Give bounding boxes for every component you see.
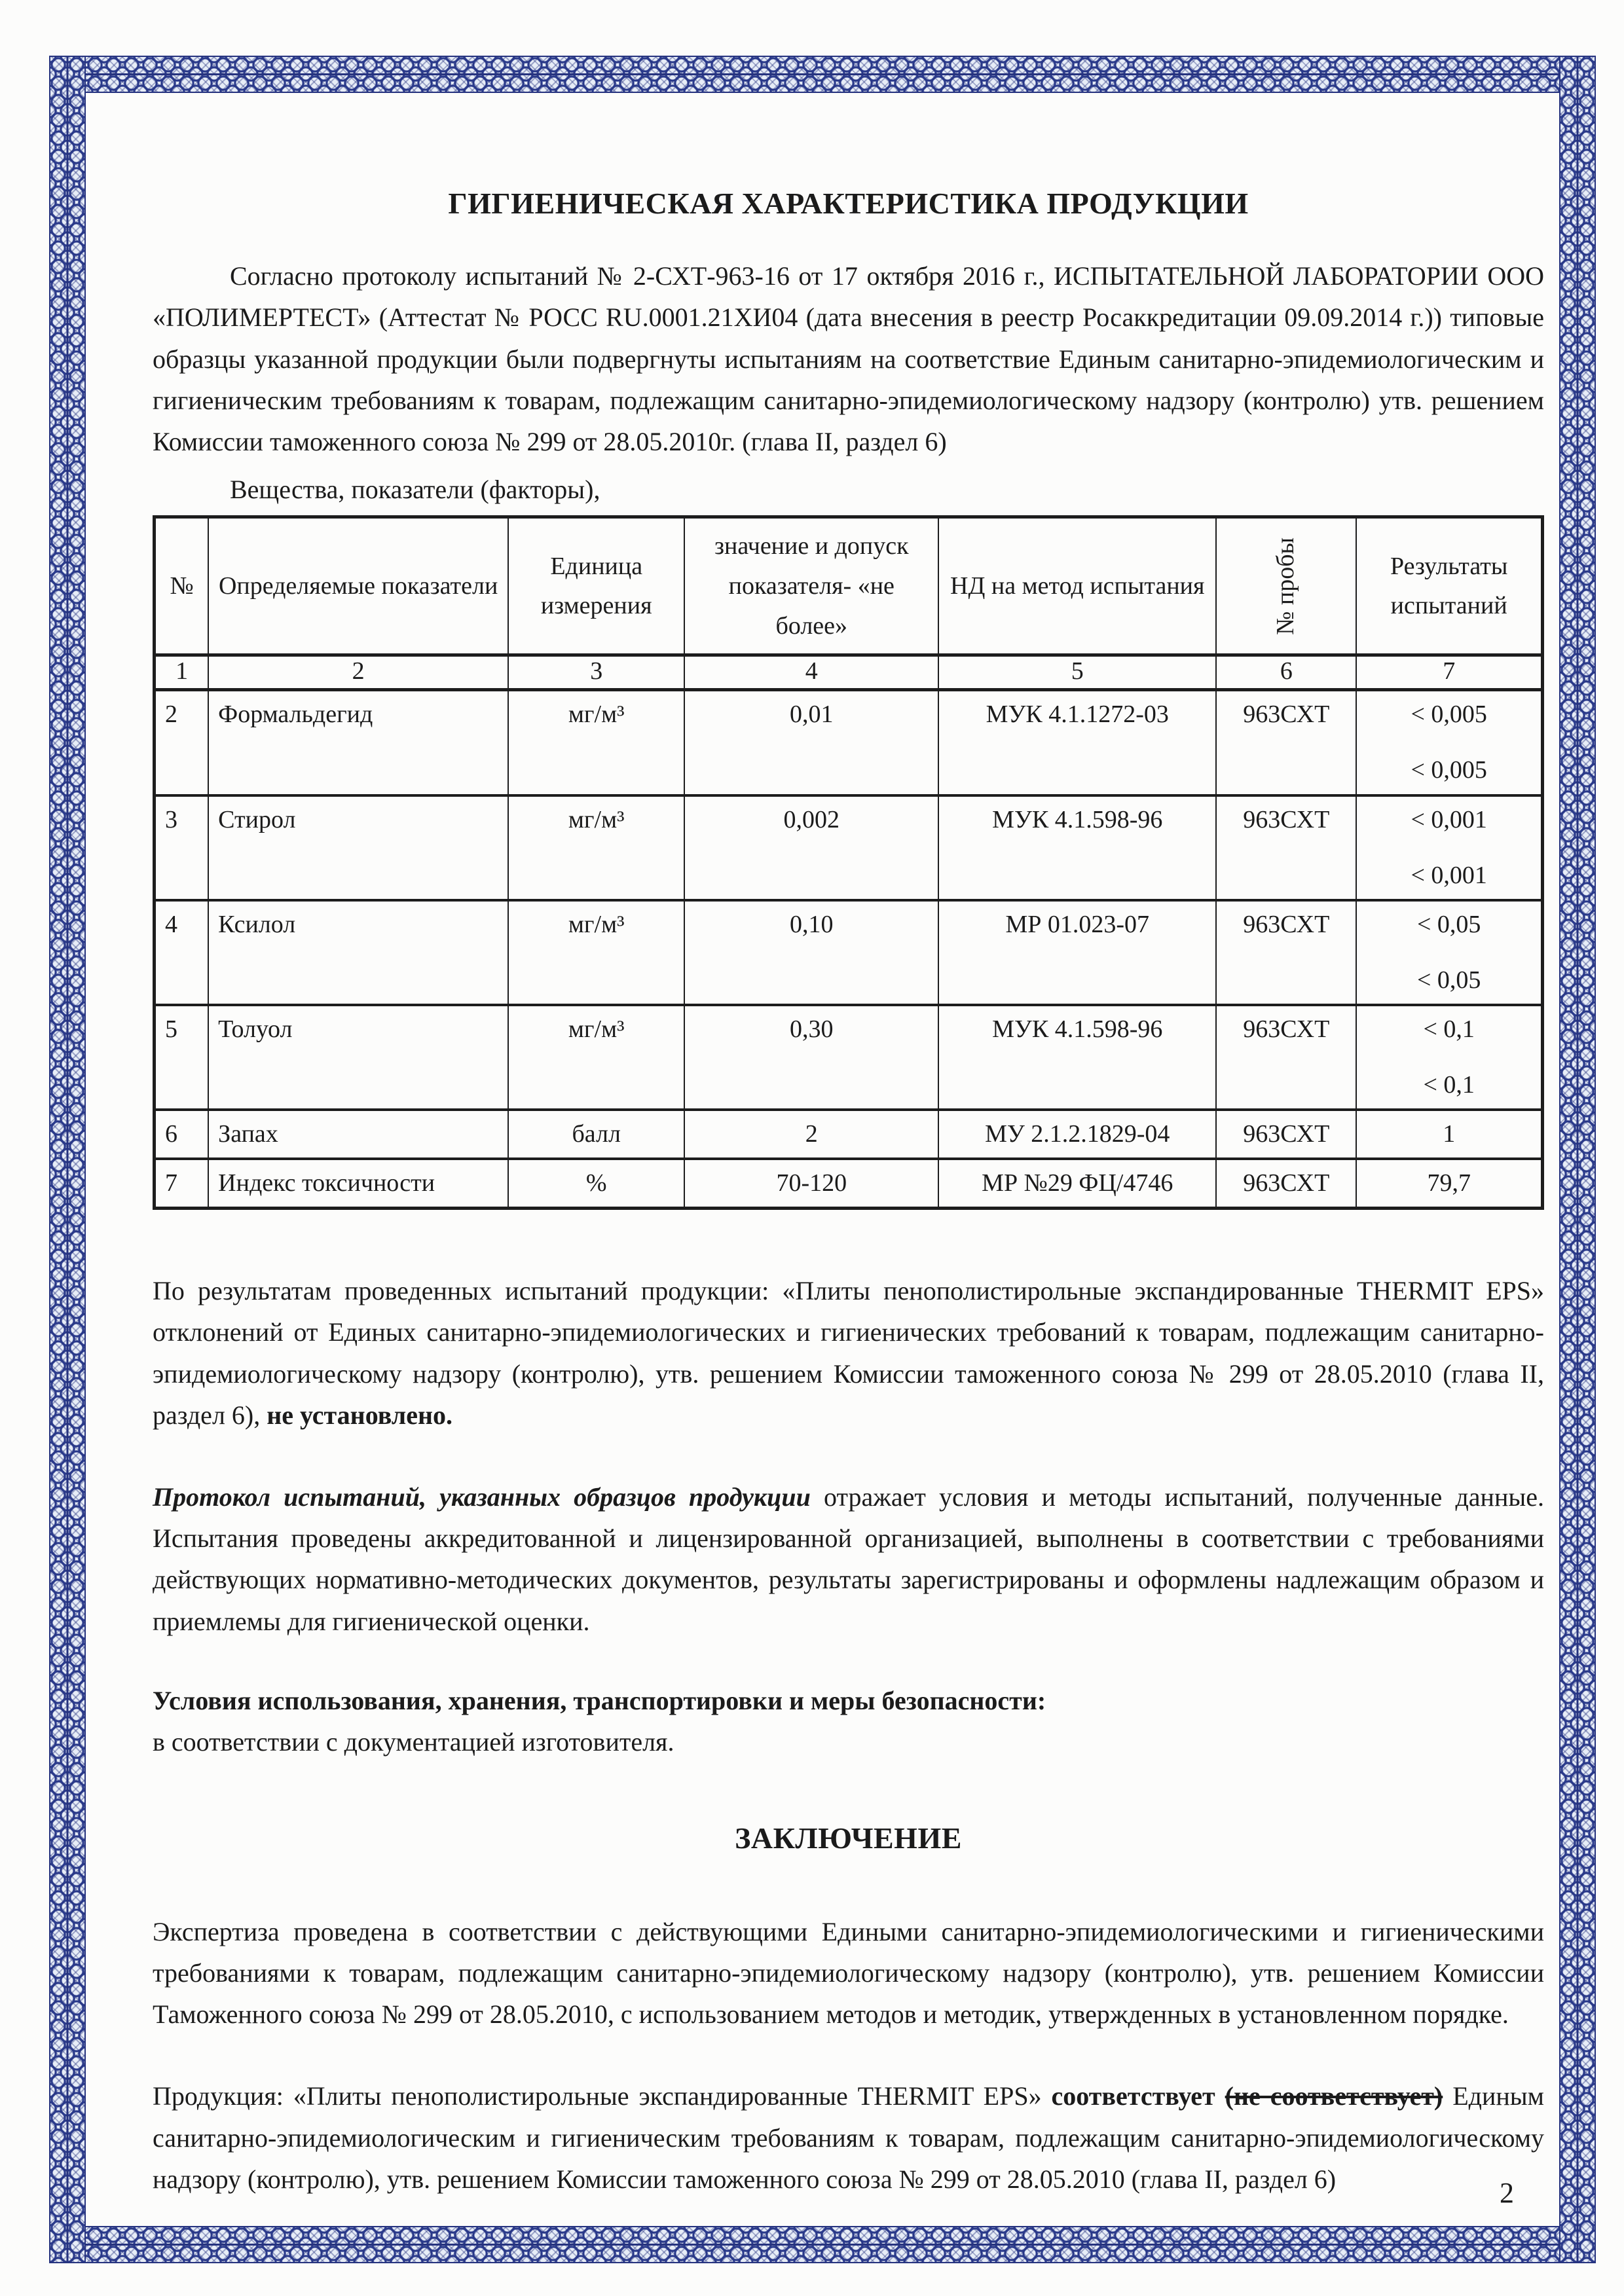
cell-num: 5	[155, 1005, 209, 1110]
cell-method: МУК 4.1.598-96	[938, 1005, 1216, 1110]
header-num: №	[155, 517, 209, 655]
cell-results	[1356, 1159, 1542, 1209]
header-results: Результаты испытаний	[1356, 517, 1542, 655]
result-value: < 0,1	[1423, 1070, 1475, 1099]
cell-num: 7	[155, 1159, 209, 1209]
cell-indicator: Индекс токсичности	[208, 1159, 508, 1209]
table-row	[155, 690, 1543, 795]
cell-indicator: Стирол	[208, 795, 508, 900]
cell-method: МР 01.023-07	[938, 900, 1216, 1005]
document-body	[153, 185, 1544, 2200]
cell-num: 3	[155, 795, 209, 900]
col-number: 5	[938, 655, 1216, 690]
product-verdict-struck: (не соответствует)	[1225, 2081, 1443, 2111]
cell-results	[1356, 690, 1542, 795]
cell-unit: мг/м³	[508, 690, 684, 795]
expertise-paragraph: Экспертиза проведена в соответствии с действующими Едиными санитарно-эпидемиологическими и гигиеническими требованиями к товарам, подлежащим санитарно-эпидемиологическому надзору (контролю), утв. решением Комиссии Таможенного союза № 299 от 28.05.2010, с использованием методов и методик, утвержденных в установленном порядке.	[153, 1916, 1544, 2030]
protocol-rest: отражает условия и методы испытаний, полученные данные. Испытания проведены аккредитованной и лицензированной организацией, выполнены в соответствии с требованиями действующих нормативно-методических документов, результаты зарегистрированы и оформлены надлежащим образом и приемлемы для гигиенической оценки.	[153, 1482, 1544, 1636]
cell-unit: мг/м³	[508, 1005, 684, 1110]
table-row	[155, 1159, 1543, 1209]
cell-sample: 963СХТ	[1216, 900, 1356, 1005]
header-limit: значение и допуск показателя- «не более»	[684, 517, 938, 655]
results-paragraph	[153, 1270, 1544, 1436]
table-caption: Вещества, показатели (факторы),	[230, 475, 600, 505]
protocol-paragraph	[153, 1476, 1544, 1642]
guilloche-border-left	[49, 56, 86, 2263]
cell-sample: 963СХТ	[1216, 795, 1356, 900]
header-method: НД на метод испытания	[938, 517, 1216, 655]
header-indicator: Определяемые показатели	[208, 517, 508, 655]
result-value: 79,7	[1427, 1169, 1471, 1197]
product-lead: Продукция: «Плиты пенополистирольные экспандированные THERMIT EPS»	[153, 2081, 1052, 2111]
guilloche-border-bottom	[49, 2226, 1596, 2263]
cell-method: МУ 2.1.2.1829-04	[938, 1110, 1216, 1159]
product-verdict-paragraph	[153, 2075, 1544, 2200]
product-verdict: соответствует	[1051, 2081, 1215, 2111]
cell-indicator: Запах	[208, 1110, 508, 1159]
vertical-label-sample: № пробы	[1272, 538, 1300, 636]
table-row	[155, 1005, 1543, 1110]
cell-indicator: Формальдегид	[208, 690, 508, 795]
cell-sample: 963СХТ	[1216, 1005, 1356, 1110]
result-value: < 0,1	[1423, 1015, 1475, 1043]
table-row	[155, 900, 1543, 1005]
guilloche-border-top	[49, 56, 1596, 93]
conditions-body: в соответствии с документацией изготовителя.	[153, 1726, 674, 1757]
verdict-gap	[1215, 2081, 1225, 2111]
cell-num: 2	[155, 690, 209, 795]
cell-unit: балл	[508, 1110, 684, 1159]
table-header-row	[155, 517, 1543, 655]
cell-num: 6	[155, 1110, 209, 1159]
cell-method: МУК 4.1.598-96	[938, 795, 1216, 900]
header-unit: Единица измерения	[508, 517, 684, 655]
cell-unit: мг/м³	[508, 795, 684, 900]
page-title: ГИГИЕНИЧЕСКАЯ ХАРАКТЕРИСТИКА ПРОДУКЦИИ	[448, 187, 1249, 220]
result-value: < 0,001	[1411, 861, 1487, 889]
col-number: 3	[508, 655, 684, 690]
cell-sample: 963СХТ	[1216, 690, 1356, 795]
cell-num: 4	[155, 900, 209, 1005]
cell-sample: 963СХТ	[1216, 1159, 1356, 1209]
conditions-section	[153, 1680, 1544, 1762]
cell-results	[1356, 900, 1542, 1005]
cell-indicator: Толуол	[208, 1005, 508, 1110]
cell-limit: 0,30	[684, 1005, 938, 1110]
cell-indicator: Ксилол	[208, 900, 508, 1005]
col-number: 4	[684, 655, 938, 690]
result-value: < 0,005	[1411, 701, 1487, 729]
col-number: 7	[1356, 655, 1542, 690]
result-value: 1	[1443, 1120, 1456, 1148]
conditions-heading-text: Условия использования, хранения, транспортировки и меры безопасности:	[153, 1685, 1046, 1715]
cell-method: МУК 4.1.1272-03	[938, 690, 1216, 795]
result-value: < 0,005	[1411, 756, 1487, 784]
results-paragraph-text: По результатам проведенных испытаний продукции: «Плиты пенополистирольные экспандированные THERMIT EPS» отклонений от Единых санитарно-эпидемиологических и гигиенических требований к товарам, подлежащим санитарно-эпидемиологическому надзору (контролю), утв. решением Комиссии таможенного союза № 299 от 28.05.2010 (глава II, раздел 6),	[153, 1276, 1544, 1430]
cell-sample: 963СХТ	[1216, 1110, 1356, 1159]
column-number-row	[155, 655, 1543, 690]
result-value: < 0,001	[1411, 805, 1487, 833]
cell-results	[1356, 1005, 1542, 1110]
page-number: 2	[1500, 2177, 1514, 2209]
table-row	[155, 1110, 1543, 1159]
result-value: < 0,05	[1416, 910, 1481, 938]
cell-limit: 0,10	[684, 900, 938, 1005]
results-paragraph-emphasis: не установлено.	[267, 1400, 453, 1430]
protocol-lead: Протокол испытаний, указанных образцов продукции	[153, 1482, 811, 1512]
conditions-heading	[153, 1680, 1544, 1721]
cell-results	[1356, 1110, 1542, 1159]
cell-results	[1356, 795, 1542, 900]
table-row	[155, 795, 1543, 900]
test-results-table	[153, 515, 1544, 1210]
col-number: 6	[1216, 655, 1356, 690]
cell-unit: %	[508, 1159, 684, 1209]
guilloche-border-right	[1559, 56, 1596, 2263]
header-sample-number	[1216, 517, 1356, 655]
product-rest: Единым санитарно-эпидемиологическим и гигиеническим требованиям к товарам, подлежащим санитарно-эпидемиологическому надзору (контролю), утв. решением Комиссии таможенного союза № 299 от 28.05.2010 (глава II, раздел 6)	[153, 2081, 1544, 2194]
cell-method: МР №29 ФЦ/4746	[938, 1159, 1216, 1209]
intro-paragraph: Согласно протоколу испытаний № 2-СХТ-963-16 от 17 октября 2016 г., ИСПЫТАТЕЛЬНОЙ ЛАБОРАТОРИИ ООО «ПОЛИМЕРТЕСТ» (Аттестат № РОСС RU.0001.21ХИ04 (дата внесения в реестр Росаккредитации 09.09.2014 г.)) типовые образцы указанной продукции были подвергнуты испытаниям на соответствие Единым санитарно-эпидемиологическим и гигиеническим требованиям к товарам, подлежащим санитарно-эпидемиологическому надзору (контролю) утв. решением Комиссии таможенного союза № 299 от 28.05.2010г. (глава II, раздел 6)	[153, 261, 1544, 456]
col-number: 2	[208, 655, 508, 690]
conclusion-heading: ЗАКЛЮЧЕНИЕ	[735, 1821, 962, 1855]
cell-limit: 2	[684, 1110, 938, 1159]
col-number: 1	[155, 655, 209, 690]
cell-limit: 0,002	[684, 795, 938, 900]
result-value: < 0,05	[1416, 966, 1481, 994]
cell-limit: 0,01	[684, 690, 938, 795]
cell-limit: 70-120	[684, 1159, 938, 1209]
cell-unit: мг/м³	[508, 900, 684, 1005]
